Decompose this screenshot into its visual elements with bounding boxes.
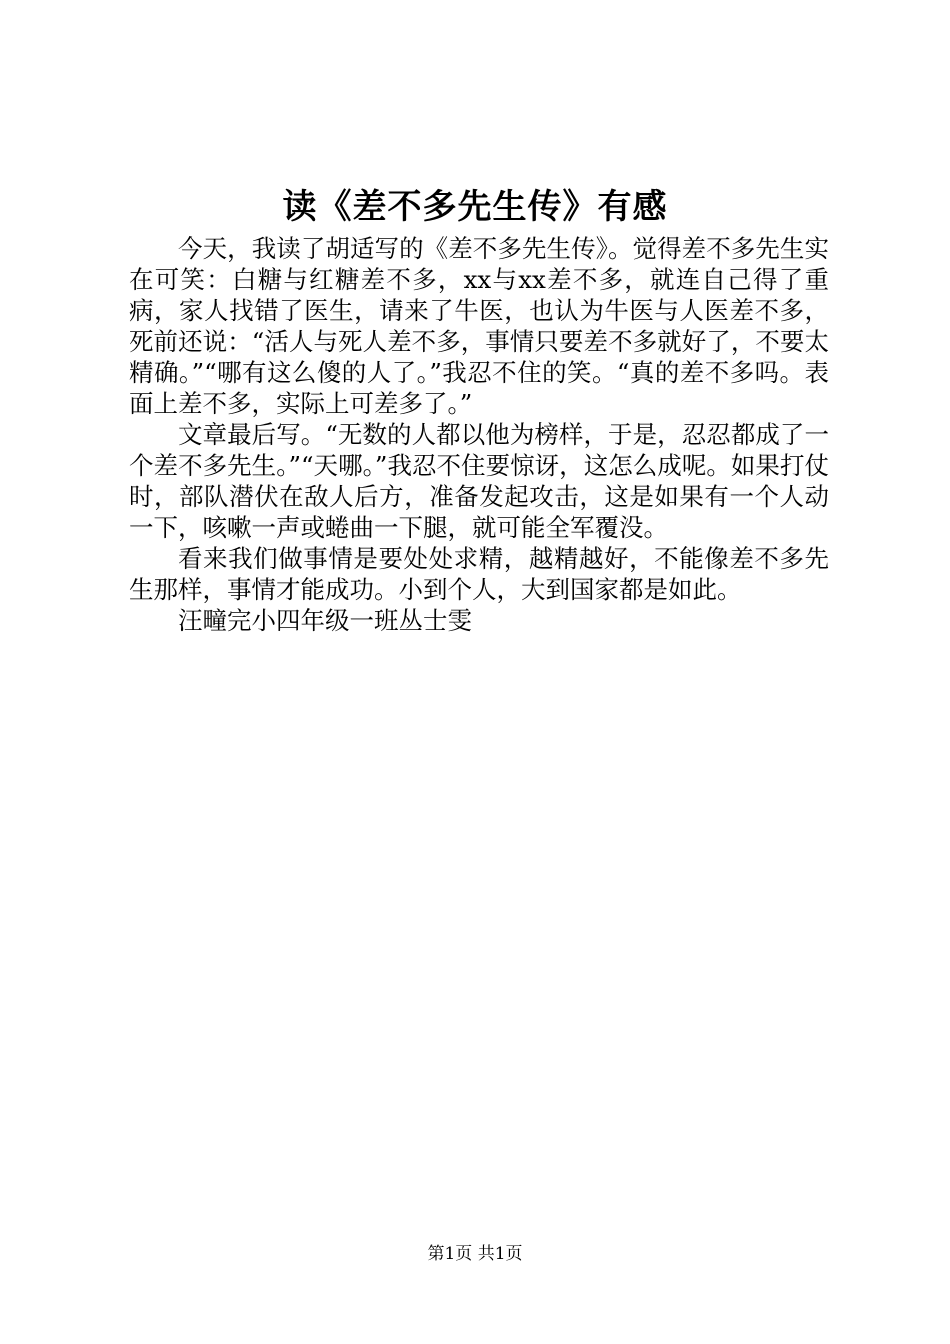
paragraph-3: 看来我们做事情是要处处求精，越精越好，不能像差不多先生那样，事情才能成功。小到个人，大到国家都是如此。 [129,544,829,604]
page-footer: 第1页 共1页 [427,1244,523,1264]
paragraph-2: 文章最后写。“无数的人都以他为榜样，于是，忍忍都成了一个差不多先生。”“天哪。”我忍不住要惊讶，这怎么成呢。如果打仗时，部队潜伏在敌人后方，准备发起攻击，这是如果有一个人动一下，咳嗽一声或蜷曲一下腿，就可能全军覆没。 [129,420,829,542]
paragraph-1: 今天，我读了胡适写的《差不多先生传》。觉得差不多先生实在可笑：白糖与红糖差不多，xx与xx差不多，就连自己得了重病，家人找错了医生，请来了牛医，也认为牛医与人医差不多，死前还说：“活人与死人差不多，事情只要差不多就好了，不要太精确。”“哪有这么傻的人了。”我忍不住的笑。“真的差不多吗。表面上差不多，实际上可差多了。” [129,234,829,418]
author-signature: 汪疃完小四年级一班丛士雯 [178,606,472,635]
document-title: 读《差不多先生传》有感 [282,187,668,227]
document-body [129,233,829,636]
